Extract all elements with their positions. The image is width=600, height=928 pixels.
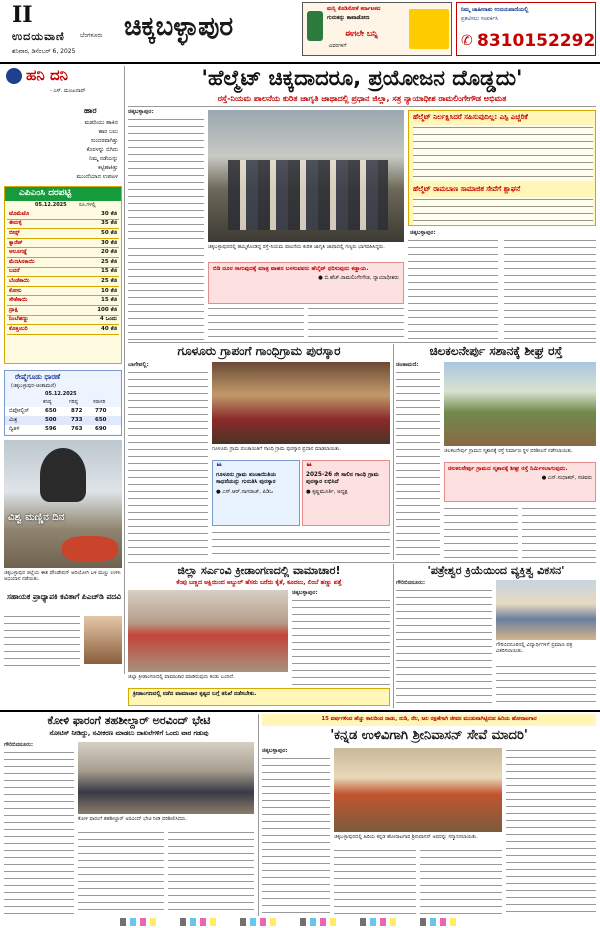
silk-date: 05.12.2025 bbox=[45, 391, 77, 397]
ad-left-line2: ಗುರುತನ್ನು ಕಾಪಾಡೋಣ bbox=[327, 15, 370, 21]
lead-headline: 'ಹೆಲ್ಮೆಟ್ ಚಿಕ್ಕದಾದರೂ, ಪ್ರಯೋಜನ ದೊಡ್ಡದು' bbox=[201, 66, 523, 90]
bottom-right-photo bbox=[334, 748, 502, 832]
story3-body-col1 bbox=[396, 370, 440, 560]
sidebar-story-title: ಸಹಾಯಕ ಪ್ರಾಧ್ಯಾಪಕಿ ಕವಿತಾಗೆ ಪಿಎಚ್‌ಡಿ ಪದವಿ bbox=[7, 592, 121, 601]
hanidani-heading: ಹಾರ bbox=[84, 106, 97, 115]
price-item-value: 30 ಕೆಜಿ bbox=[69, 210, 119, 219]
silk-row bbox=[5, 407, 121, 416]
ad-left[interactable] bbox=[302, 2, 452, 56]
soil-day-caption: ಚಿಕ್ಕಬಳ್ಳಾಪುರ ಜಿಲ್ಲೆಯ ಈಶ ಫೌಂಡೇಷನ್ ಆದಿಯೋಗಿ ಬಳಿ ಮಣ್ಣು ಉಳಿಸಿ ಅಭಿಯಾನ ನಡೆಯಿತು. bbox=[4, 570, 121, 582]
lead-side-col2 bbox=[504, 238, 596, 340]
quote-mark-icon: ❝ bbox=[306, 462, 312, 473]
story3-caption: ಚಿಲಕಲನೇರ್ಪು ಗ್ರಾಮದ ಸ್ಮಶಾನಕ್ಕೆ ರಸ್ತೆ ನಿರ್ಮಾಣ ಸ್ಥಳ ಪರಿಶೀಲನೆ ನಡೆಸಲಾಯಿತು. bbox=[444, 448, 574, 454]
lead-side-title2: ಹೆಲ್ಮೆಟ್ ರಾಮಬಾಣ ಸಾಮಾಜಿಕ ಸೇವೆಗೆ ಶ್ಲಾಘನೆ bbox=[413, 185, 521, 193]
story5-dateline: ಗೌರಿಬಿದನೂರು: bbox=[396, 580, 426, 586]
kavitha-photo bbox=[84, 616, 122, 664]
bottom-left-dateline: ಗೌರಿಬಿದನೂರು: bbox=[4, 742, 34, 748]
silk-sub: (ಚಿಕ್ಕಬಳ್ಳಾಪುರ-ಚಿಂತಾಮಣಿ) bbox=[11, 383, 56, 389]
lead-body-col4 bbox=[308, 306, 404, 340]
silk-header-max: ಗರಿಷ್ಠ bbox=[69, 399, 78, 405]
ad-brand-logo bbox=[409, 9, 449, 49]
sidebar-divider bbox=[124, 66, 125, 674]
silk-row bbox=[5, 425, 121, 434]
lead-body-col2 bbox=[128, 246, 204, 340]
lead-quote-box bbox=[208, 262, 404, 304]
price-item-name: ನಿಂಬೆಹಣ್ಣು bbox=[7, 315, 69, 325]
price-item-name: ಸೌತೆಕಾಯಿ bbox=[7, 296, 69, 306]
sidebar-story-body bbox=[4, 614, 80, 670]
ad-left-small: ವಿವರಗಳಿಗೆ bbox=[329, 43, 347, 49]
price-row bbox=[7, 267, 119, 277]
ad-right-line2: ಪ್ರಕಟಿಸಲು ಸಂಪರ್ಕಿಸಿ bbox=[461, 16, 499, 22]
price-row bbox=[7, 315, 119, 325]
story2-box2 bbox=[302, 460, 390, 526]
price-row bbox=[7, 238, 119, 248]
price-row bbox=[7, 296, 119, 306]
story2-headline: ಗೂಳೂರು ಗ್ರಾಪಂಗೆ ಗಾಂಧಿಗ್ರಾಮ ಪುರಸ್ಕಾರ bbox=[177, 344, 341, 358]
price-item-value: 15 ಕೆಜಿ bbox=[69, 296, 119, 306]
price-item-name: ಬೆಂಡೆಕಾಯಿ bbox=[7, 277, 69, 287]
ad-right[interactable] bbox=[456, 2, 596, 56]
story2-box1-author: ● ಎಸ್.ಆರ್.ನಾಗರಾಜ್, ಪಿಡಿಒ bbox=[216, 489, 273, 495]
poem-line: ಹಾರ ಬಲು bbox=[98, 129, 118, 135]
masthead bbox=[0, 0, 600, 62]
price-item-value: 25 ಕೆಜಿ bbox=[69, 257, 119, 267]
price-item-name: ಬದನೆ bbox=[7, 267, 69, 277]
price-title: ಎಪಿಎಂಸಿ ದರಪಟ್ಟಿ bbox=[19, 188, 72, 198]
silk-title: ರೇಷ್ಮೆಗೂಡು ಧಾರಣೆ bbox=[15, 373, 61, 381]
story2-body-col1 bbox=[128, 370, 208, 560]
story4-quote-box bbox=[128, 688, 390, 706]
ad-left-cta: ಈಗಲೇ ಬನ್ನಿ bbox=[345, 29, 378, 38]
price-date: 05.12.2025 bbox=[35, 202, 67, 208]
story5-headline: 'ಪತ್ರೇಶ್ವರ ಕ್ರಿಯೆಯಿಂದ ವ್ಯಕ್ತಿತ್ವ ವಿಕಸನ' bbox=[427, 564, 565, 577]
silk-header-avg: ಸರಾಸರಿ bbox=[93, 399, 106, 405]
story2-caption: ಗೂಳೂರು ಗ್ರಾಮ ಪಂಚಾಯಿತಿಗೆ ಗಾಂಧಿ ಗ್ರಾಮ ಪುರಸ್ಕಾರ ಪ್ರದಾನ ಮಾಡಲಾಯಿತು. bbox=[212, 446, 341, 452]
silk-type: ಮಿಶ್ರ bbox=[9, 417, 18, 423]
story3-quote-box bbox=[444, 462, 596, 502]
price-row bbox=[7, 210, 119, 219]
edition-number: II bbox=[12, 2, 33, 28]
silk-row bbox=[5, 416, 121, 425]
story2-box2-title: 2025-26 ನೇ ಸಾಲಿನ ಗಾಂಧಿ ಗ್ರಾಮ ಪುರಸ್ಕಾರ ಲಭಿಸಿದೆ bbox=[306, 472, 379, 485]
story4-quote: ಕ್ರೀಡಾಂಗಣದಲ್ಲಿ ನಡೆದ ವಾಮಾಚಾರ ಕೃತ್ಯದ ಬಗ್ಗೆ ತನಿಖೆ ನಡೆಸಬೇಕು. bbox=[133, 691, 257, 697]
price-row bbox=[7, 286, 119, 296]
registration-marks bbox=[120, 918, 480, 926]
price-item-name: ಕ್ಯಾರೆಟ್ bbox=[7, 238, 69, 248]
price-row bbox=[7, 325, 119, 335]
hanidani-author: - ಎಸ್. ಮಂಜುನಾಥ್ bbox=[50, 88, 86, 94]
story5-caption: ಗೌರಿಬಿದನೂರಿನಲ್ಲಿ ವಿದ್ಯಾರ್ಥಿಗಳಿಗೆ ಪ್ರಮಾಣ ಪತ್ರ ವಿತರಿಸಲಾಯಿತು. bbox=[496, 642, 573, 654]
lead-side-col1 bbox=[408, 238, 498, 340]
hanidani-poem bbox=[44, 119, 118, 182]
silk-min: 596 bbox=[45, 426, 57, 432]
sidebar bbox=[4, 66, 122, 674]
poem-line: ಕಟ್ಟಿಹಾಕಿತ್ತು bbox=[98, 165, 118, 171]
price-item-value: 30 ಕೆಜಿ bbox=[69, 238, 119, 248]
price-item-name: ಈರುಳ್ಳಿ bbox=[7, 219, 69, 229]
lead-dateline: ಚಿಕ್ಕಬಳ್ಳಾಪುರ: bbox=[128, 109, 154, 115]
lead-photo-caption: ಚಿಕ್ಕಬಳ್ಳಾಪುರದಲ್ಲಿ ಹಮ್ಮಿಕೊಂಡಿದ್ದ ರಸ್ತೆ-ನಿಯಮ ಪಾಲನೆಯ ಕುರಿತ ಜಾಗೃತಿ ಜಾಥಾದಲ್ಲಿ ಗಣ್ಯರು ಭಾಗವಹಿಸಿದ್ದರು. bbox=[208, 244, 385, 250]
ad-right-line1: ನಿಮ್ಮ ಜಾಹೀರಾತು ಉದಯವಾಣಿಯಲ್ಲಿ bbox=[461, 7, 529, 13]
lead-body-col3 bbox=[208, 306, 304, 340]
price-table bbox=[7, 210, 119, 335]
silk-avg: 650 bbox=[95, 417, 107, 423]
ad-right-phone: 8310152292 bbox=[477, 31, 596, 51]
silk-box bbox=[4, 370, 122, 436]
lead-side-body bbox=[413, 125, 593, 181]
silk-max: 872 bbox=[71, 408, 83, 414]
story4-photo bbox=[128, 590, 288, 672]
rule-mid2 bbox=[128, 562, 596, 563]
price-row bbox=[7, 248, 119, 258]
lead-side-tag: ಚಿಕ್ಕಬಳ್ಳಾಪುರ: bbox=[410, 230, 436, 236]
story2-box1 bbox=[212, 460, 300, 526]
ad-left-line1: ಮನ್ನಿ ಕೊಡಿಸೋಕೆ ಕರ್ನಾಟಕದ bbox=[327, 6, 381, 12]
quote-mark-icon: ❝ bbox=[216, 462, 222, 473]
lead-subhead: ರಸ್ತೆ-ನಿಯಮ ಪಾಲನೆಯ ಕುರಿತ ಜಾಗೃತಿ ಜಾಥಾದಲ್ಲಿ ಪ್ರಧಾನ ಜಿಲ್ಲಾ, ಸತ್ರ ನ್ಯಾಯಾಧೀಶ ರಾಮಲಿಂಗೇಗೌಡ ಅಭಿಮತ bbox=[217, 94, 507, 103]
price-item-name: ಬೀನ್ಸ್ bbox=[7, 229, 69, 239]
price-row bbox=[7, 277, 119, 287]
story2-dateline: ಬಾಗೇಪಲ್ಲಿ: bbox=[128, 362, 149, 368]
bottom-right-dateline: ಚಿಕ್ಕಬಳ್ಳಾಪುರ: bbox=[262, 748, 288, 754]
story2-photo bbox=[212, 362, 390, 444]
lead-photo bbox=[208, 110, 404, 242]
bottom-col-divider bbox=[258, 714, 259, 916]
ad-phone-icon bbox=[307, 11, 323, 41]
col-divider-mid bbox=[393, 344, 394, 560]
silk-avg: 690 bbox=[95, 426, 107, 432]
price-item-name: ಕೊತ್ತಂಬರಿ bbox=[7, 325, 69, 335]
bottom-left-photo bbox=[78, 742, 254, 814]
story3-photo bbox=[444, 362, 596, 446]
poem-line: ಸುಂದರವಾಗಿತ್ತು bbox=[90, 138, 118, 144]
silk-min: 650 bbox=[45, 408, 57, 414]
lead-rule bbox=[128, 106, 596, 107]
bottom-left-caption: ಕೋಳಿ ಫಾರಂಗೆ ತಹಶೀಲ್ದಾರ್ ಅರವಿಂದ್ ಭೇಟಿ ನೀಡಿ ಪರಿಶೀಲಿಸಿದರು. bbox=[78, 816, 187, 822]
story4-caption: ಜಿಲ್ಲಾ ಕ್ರೀಡಾಂಗಣದಲ್ಲಿ ವಾಮಾಚಾರ ಮಾಡಿರುವುದು ಕಂಡು ಬಂದಿದೆ. bbox=[128, 674, 235, 680]
price-item-name: ಮೆಣಸಿನಕಾಯಿ bbox=[7, 257, 69, 267]
story5-body-col2 bbox=[496, 664, 596, 708]
bottom-left-body-col1 bbox=[4, 750, 74, 914]
price-item-value: 4 ಒಂದು bbox=[69, 315, 119, 325]
bottom-left-body-col3 bbox=[168, 830, 254, 914]
story3-quote: ಚಿಲಕಲನೇರ್ಪು ಗ್ರಾಮದ ಸ್ಮಶಾನಕ್ಕೆ ಶೀಘ್ರ ರಸ್ತೆ ನಿರ್ಮಿಸಲಾಗುವುದು. bbox=[448, 466, 568, 472]
story2-box1-title: ಗೂಳೂರು ಗ್ರಾಮ ಪಂಚಾಯಿತಿಯ ಸಾಧನೆಯನ್ನು ಗುರುತಿಸಿ ಪುರಸ್ಕಾರ bbox=[216, 472, 277, 485]
story4-subhead: ಕೆಂಪು ಬಣ್ಣದ ಅಕ್ಷಿಯಿಂದ ಅಬ್ದುಲ್ ಹೆಸರು ಬರೆದು ಕೈತೆ, ಕೂದಲು, ಲಿಂಬೆ ಹಣ್ಣು ಪತ್ತೆ bbox=[176, 579, 342, 586]
bottom-left-body-col2 bbox=[78, 830, 164, 914]
rule-mid1 bbox=[128, 342, 596, 343]
price-item-value: 50 ಕೆಜಿ bbox=[69, 229, 119, 239]
story3-body-col2 bbox=[444, 506, 518, 560]
story4-headline: ಜಿಲ್ಲಾ ಸರ್ಎಂವಿ ಕ್ರೀಡಾಂಗಣದಲ್ಲಿ ವಾಮಾಚಾರ! bbox=[177, 564, 341, 577]
bottom-rule bbox=[0, 710, 600, 712]
hanidani-logo-icon bbox=[6, 68, 22, 84]
price-item-value: 100 ಕೆಜಿ bbox=[69, 305, 119, 315]
poem-line: ನಿಮ್ಮ ನಡೆಯನ್ನು bbox=[89, 156, 118, 162]
price-row bbox=[7, 219, 119, 229]
price-item-value: 35 ಕೆಜಿ bbox=[69, 219, 119, 229]
story4-body-col1 bbox=[292, 598, 390, 688]
price-item-name: ಕೋಸು bbox=[7, 286, 69, 296]
phone-icon: ✆ bbox=[461, 33, 473, 49]
price-item-name: ಆಲೂಗಡ್ಡೆ bbox=[7, 248, 69, 258]
story5-body-col1 bbox=[396, 588, 492, 708]
price-unit: ರೂ.ಗಳಲ್ಲಿ bbox=[79, 202, 96, 208]
lead-side-box bbox=[408, 110, 596, 226]
price-row bbox=[7, 257, 119, 267]
silk-min: 500 bbox=[45, 417, 57, 423]
silk-max: 763 bbox=[71, 426, 83, 432]
price-item-value: 15 ಕೆಜಿ bbox=[69, 267, 119, 277]
poem-line: ಕೊರಳನ್ನು ಬಿಗಿದು bbox=[86, 147, 118, 153]
hanidani-brand: ಹನಿ ದನಿ bbox=[26, 66, 68, 84]
bottom-right-body-col1 bbox=[262, 756, 330, 914]
story3-body-col3 bbox=[522, 506, 596, 560]
lead-quote: ಬಿಡಿ ದೂರ ಸಾಗುವುದಕ್ಕೆ ಮಾತ್ರ ವಾಹನ ಬಳಸುವವರು ಹೆಲ್ಮೆಟ್ ಧರಿಸುವುದು ಕಡ್ಡಾಯ. bbox=[213, 266, 369, 272]
silk-type: ಬಿವೋಲ್ಟಿನ್ bbox=[9, 408, 30, 414]
silk-type: ದ್ವಿತಳಿ bbox=[9, 426, 20, 432]
lead-side-title: ಹೆಲ್ಮೆಟ್ ನಿರ್ಲಕ್ಷಿಸಿದರೆ ಸಹಿಸುವುದಿಲ್ಲ: ಎಸ್ಪಿ ಎಚ್ಚರಿಕೆ bbox=[413, 113, 528, 121]
poem-line: ಮುಂದೆಯಾದ ಉಪಟಳ bbox=[76, 174, 118, 180]
lead-body-col1 bbox=[128, 117, 204, 241]
lead-quote-author: ● ಬಿ.ಹೆಚ್.ರಾಮಲಿಂಗೇಗೌಡ, ನ್ಯಾಯಾಧೀಶರು bbox=[318, 275, 399, 281]
city-name: ಬೆಂಗಳೂರು bbox=[80, 32, 103, 39]
lead-side-body2 bbox=[413, 197, 593, 225]
price-row bbox=[7, 305, 119, 315]
price-item-value: 25 ಕೆಜಿ bbox=[69, 277, 119, 287]
people-group-shape bbox=[228, 160, 388, 230]
story3-headline: ಚಿಲಕಲನೇರ್ಪು ಸಶಾನಕ್ಕೆ ಶೀಘ್ರ ರಸ್ತೆ bbox=[429, 344, 563, 358]
story3-quote-author: ● ಎನ್.ಸುಧಾಕರ್, ಸಚಿವರು bbox=[541, 475, 592, 481]
bottom-right-banner: 15 ವರ್ಷಗಳಿಂದ ಹೆಚ್ಚು ಕಾಲದಿಂದ ನಾಡು, ನುಡಿ, ನೆಲ, ಜಲ ರಕ್ಷಣೆಗಾಗಿ ಜೀವನ ಮುಡುಪಾಗಿಟ್ಟಿರುವ ಹಿರಿಯ ಹೋರಾಟಗಾರ bbox=[321, 716, 537, 722]
price-item-value: 10 ಕೆಜಿ bbox=[69, 286, 119, 296]
bottom-right-body-col4 bbox=[506, 748, 596, 914]
story2-box2-author: ● ಕೃಷ್ಣಮೂರ್ತಿ, ಅಧ್ಯಕ್ಷ bbox=[306, 489, 348, 495]
silk-avg: 770 bbox=[95, 408, 107, 414]
price-row bbox=[7, 229, 119, 239]
paper-name: ಉದಯವಾಣಿ bbox=[12, 30, 65, 43]
price-table-box bbox=[4, 186, 122, 364]
story5-photo bbox=[496, 580, 596, 640]
price-item-value: 40 ಕೆಜಿ bbox=[69, 325, 119, 335]
bottom-right-body-col2 bbox=[334, 848, 416, 914]
section-title: ಚಿಕ್ಕಬಳ್ಳಾಪುರ bbox=[124, 12, 234, 42]
bottom-left-headline: ಕೋಳಿ ಫಾರಂಗೆ ತಹಶೀಲ್ದಾರ್ ಅರವಿಂದ್ ಭೇಟಿ bbox=[47, 714, 211, 727]
statue-shape bbox=[40, 448, 86, 502]
price-item-name: ಟೊಮೆಟೊ bbox=[7, 210, 69, 219]
bottom-right-caption: ಚಿಕ್ಕಬಳ್ಳಾಪುರದಲ್ಲಿ ಹಿರಿಯ ಕನ್ನಡ ಹೋರಾಟಗಾರ ಶ್ರೀನಿವಾಸನ್ ಅವರನ್ನು ಸನ್ಮಾನಿಸಲಾಯಿತು. bbox=[334, 834, 478, 840]
bottom-right-body-col3 bbox=[420, 848, 502, 914]
price-item-name: ದ್ರಾಕ್ಷಿ bbox=[7, 305, 69, 315]
poem-line: ಮಡದಿಯು ಹಾಕಿದ bbox=[84, 120, 118, 126]
soil-heart-shape bbox=[62, 536, 118, 562]
story4-dateline: ಚಿಕ್ಕಬಳ್ಳಾಪುರ: bbox=[292, 590, 318, 596]
silk-max: 733 bbox=[71, 417, 83, 423]
masthead-rule bbox=[0, 62, 600, 64]
soil-day-text: ವಿಶ್ವ ಮಣ್ಣಿನ ದಿನ bbox=[8, 512, 65, 523]
col-divider-mid2 bbox=[393, 564, 394, 708]
bottom-left-subhead: ನೋಟಿಸ್ ನೀಡಿದ್ದು, ನವೀಕರಣ ಮಾಡಲು ದಾಖಲೆಗಳಿಗೆ ಒಂದು ವಾರ ಗಡುವು bbox=[49, 729, 209, 737]
story2-body-col2 bbox=[212, 530, 390, 560]
bottom-right-headline: 'ಕನ್ನಡ ಉಳಿವಿಗಾಗಿ ಶ್ರೀನಿವಾಸನ್ ಸೇವೆ ಮಾದರಿ' bbox=[330, 728, 528, 743]
soil-day-photo bbox=[4, 440, 122, 568]
silk-header-min: ಕನಿಷ್ಠ bbox=[43, 399, 52, 405]
price-item-value: 20 ಕೆಜಿ bbox=[69, 248, 119, 258]
dateline: ಶನಿವಾರ, ಡಿಸೆಂಬರ್ 6, 2025 bbox=[12, 48, 76, 55]
story3-dateline: ಚಿಂತಾಮಣಿ: bbox=[396, 362, 419, 368]
